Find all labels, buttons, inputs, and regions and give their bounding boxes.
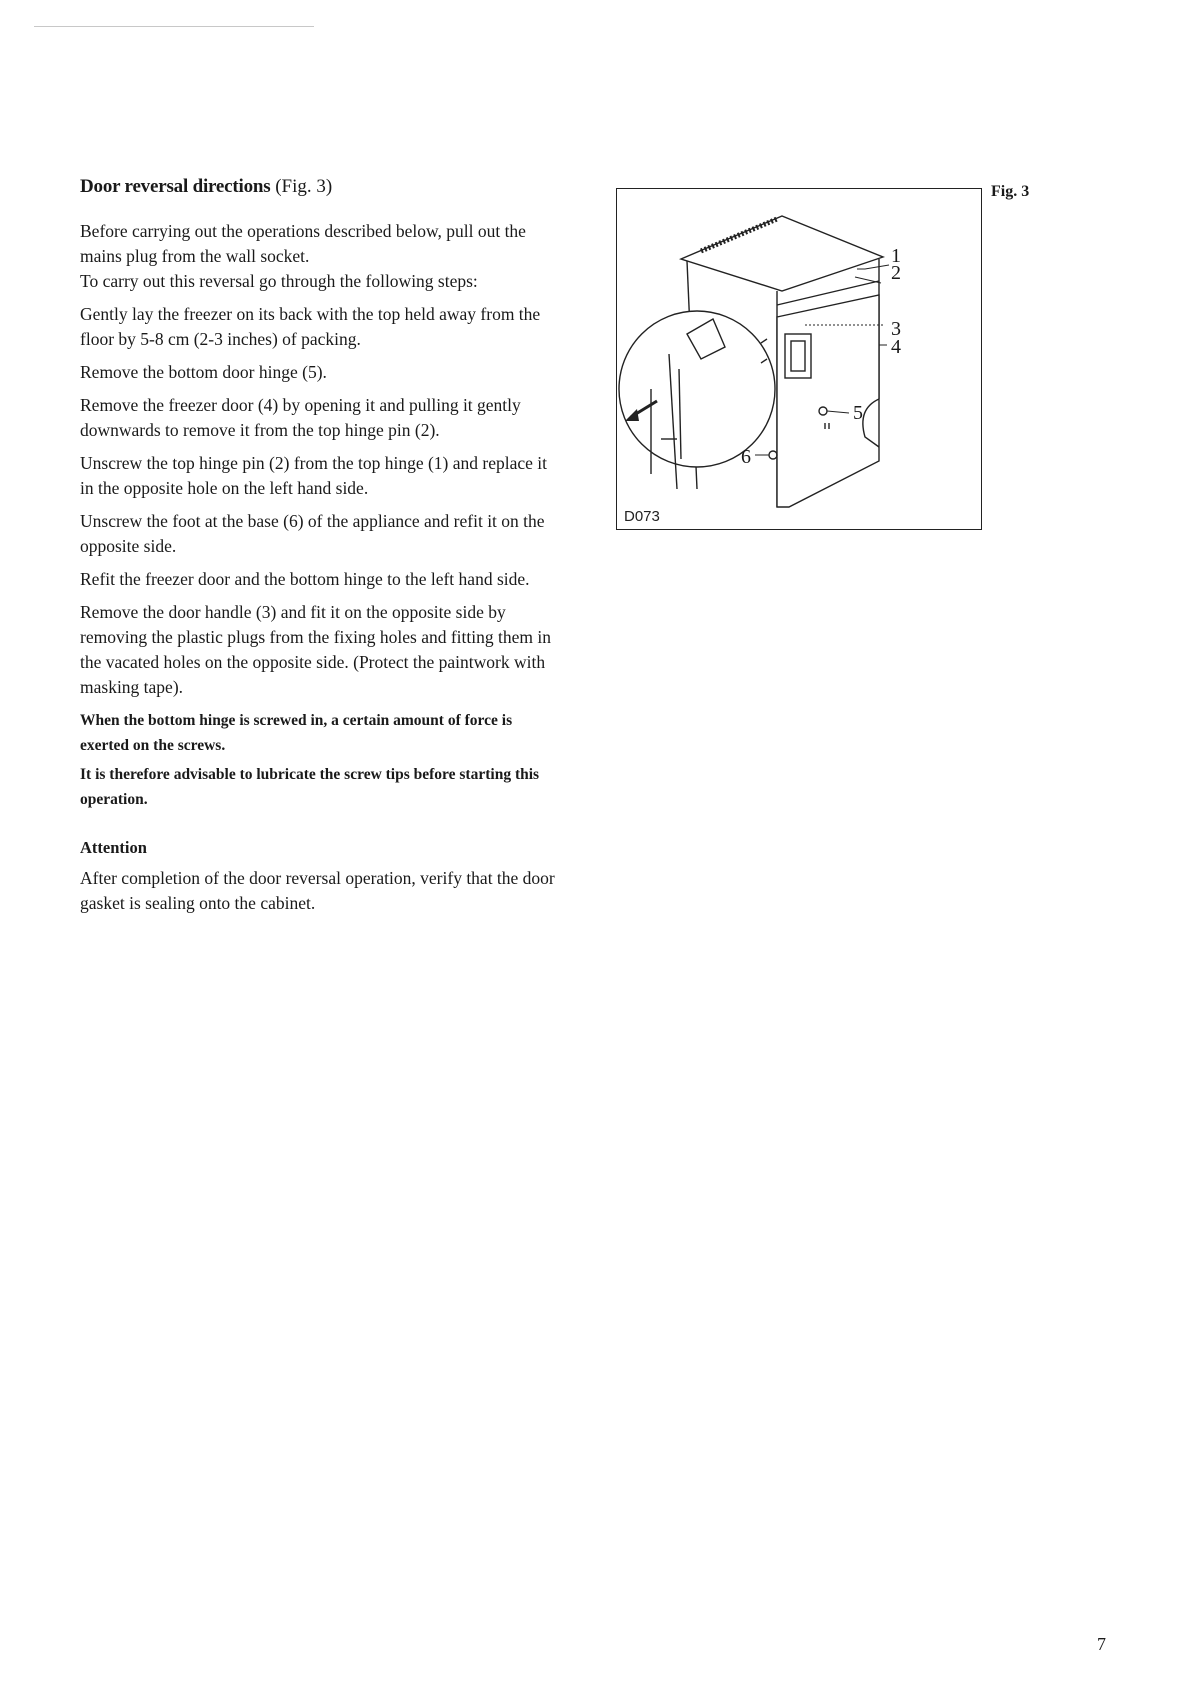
heading-figure-ref: (Fig. 3) [275,176,333,197]
paragraph-top-hinge-pin: Unscrew the top hinge pin (2) from the top hinge (1) and replace it in the opposite hole on the left hand side. [80,452,548,498]
callout-4: 4 [891,336,901,358]
paragraph-refit-door: Refit the freezer door and the bottom hinge to the left hand side. [80,568,530,589]
paragraph-remove-bottom-hinge: Remove the bottom door hinge (5). [80,361,327,382]
page-number: 7 [1097,1634,1106,1654]
attention-text: After completion of the door reversal operation, verify that the door gasket is sealing onto the cabinet. [80,867,555,913]
figure-code: D073 [624,508,660,525]
callout-1: 1 [891,245,901,267]
paragraph-door-handle: Remove the door handle (3) and fit it on the opposite side by removing the plastic plugs from the fixing holes and fitting them in the vacated holes on the opposite side. (Protect the paintwork with masking tape). [80,601,551,697]
note-screw-force: When the bottom hinge is screwed in, a certain amount of force is exerted on the screws. [80,711,513,754]
heading-title: Door reversal directions [80,176,271,197]
top-rule [34,26,314,27]
callout-2: 2 [891,262,901,284]
paragraph-unplug: Before carrying out the operations described below, pull out the mains plug from the wall socket. [80,220,526,266]
callout-5: 5 [853,402,863,424]
paragraph-foot: Unscrew the foot at the base (6) of the appliance and refit it on the opposite side. [80,510,545,556]
note-lubricate: It is therefore advisable to lubricate the screw tips before starting this operation. [80,765,540,808]
callout-6: 6 [741,446,751,468]
instructions-column [80,176,560,924]
section-heading [80,176,560,199]
callout-3: 3 [891,318,901,340]
figure-caption: Fig. 3 [991,183,1030,200]
paragraph-steps-intro: To carry out this reversal go through the following steps: [80,270,478,291]
paragraph-remove-door: Remove the freezer door (4) by opening it and pulling it gently downwards to remove it from the top hinge pin (2). [80,394,521,440]
freezer-illustration [617,189,980,528]
attention-title: Attention [80,837,147,857]
figure-door-reversal [616,188,982,530]
paragraph-lay-freezer: Gently lay the freezer on its back with the top held away from the floor by 5-8 cm (2-3 inches) of packing. [80,303,541,349]
